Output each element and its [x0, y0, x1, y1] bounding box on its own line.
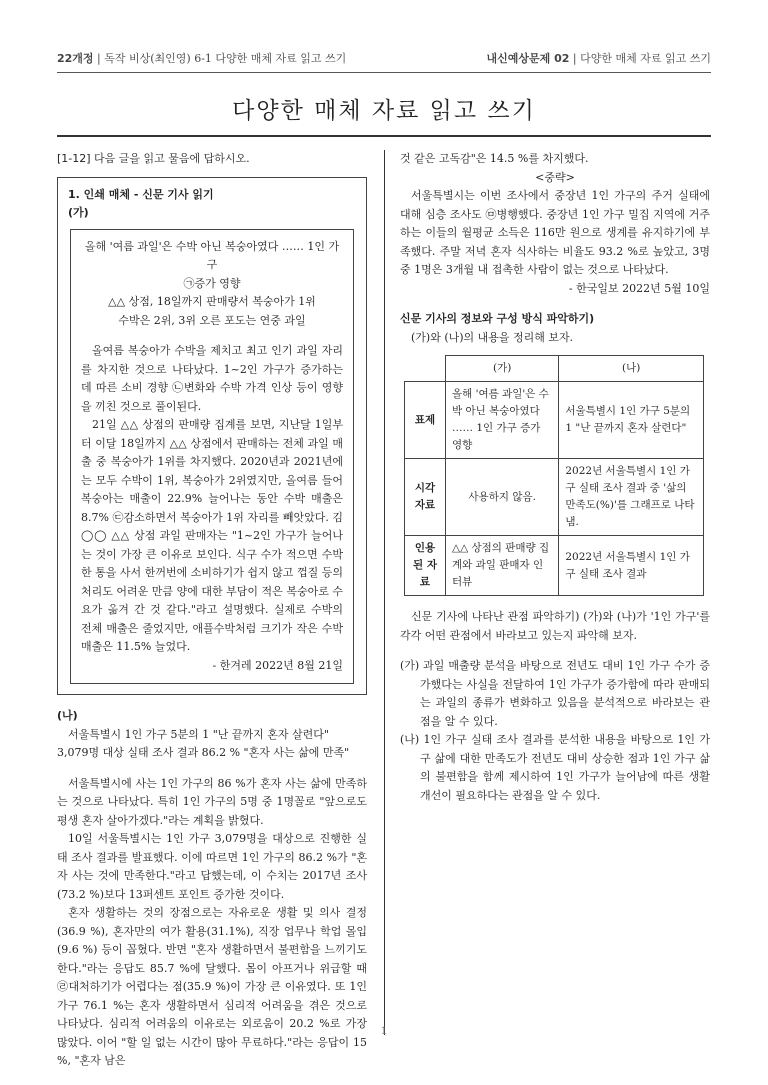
header-divider — [57, 72, 711, 73]
page-header — [57, 50, 711, 70]
subheadline-line: 수박은 2위, 3위 오른 포도는 연중 과일 — [118, 313, 306, 327]
analysis-sub: (가)와 (나)의 내용을 정리해 보자. — [411, 330, 574, 344]
comparison-table — [404, 355, 704, 596]
article-paragraph: 서울특별시에 사는 1인 가구의 86 %가 혼자 사는 삶에 만족하는 것으로 나타났다. 특히 1인 가구의 5명 중 1명꼴로 "앞으로도 평생 혼자 살아가겠다."라는 계획을 밝혔다. — [57, 776, 367, 827]
section-title: 1. 인쇄 매체 - 신문 기사 읽기 — [68, 187, 214, 201]
headline-line: ㉠증가 영향 — [183, 276, 241, 290]
ga-label: (가) — [68, 206, 89, 219]
article-paragraph: 서울특별시는 이번 조사에서 중장년 1인 가구의 주거 실태에 대해 심층 조사도 ㉤병행했다. 중장년 1인 가구 밀집 지역에 거주하는 이들의 월평균 소득은 116만 원으로 생계를 유지하기에 부족했다. 주말 저녁 혼자 식사하는 비율도 93.2 %로 높았고, 3명 중 1명은 3개월 내 접촉한 사람이 없는 것으로 나타났다. — [400, 189, 710, 276]
headline-line: 올해 '여름 과일'은 수박 아닌 복숭아였다 …… 1인 가구 — [84, 239, 340, 271]
page-title: 다양한 매체 자료 읽고 쓰기 — [232, 98, 536, 124]
article-paragraph: 21일 △△ 상점의 판매량 집계를 보면, 지난달 1일부터 이달 18일까지 △△ 상점에서 판매하는 전체 과일 매출 중 복숭아가 1위를 차지했다. 2020년과 2021년에는 모두 수박이 1위, 복숭아가 2위였지만, 올여름 들어 복숭아는 매출이 22.9% 늘어나는 동안 수박 매출은 8.7% ㉢감소하면서 복숭아가 1위 자리를 빼앗았다. 김◯◯ △△ 상점 과일 판매자는 "1~2인 가구가 늘어나는 것이 가장 큰 이유로 보인다. 식구 수가 적으면 수박 한 통을 사서 한꺼번에 소비하기가 쉽지 않고 껍질 등의 처리도 어려운 만큼 양에 대한 부담이 적은 복숭아로 수요가 옮겨 간 것 같다."라고 설명했다. 실제로 수박의 전체 매출은 줄었지만, 애플수박처럼 크기가 작은 수박 매출은 11.5% 늘었다. — [81, 418, 343, 653]
analysis-paragraph: 신문 기사에 나타난 관점 파악하기) (가)와 (나)가 '1인 가구'를 각각 어떤 관점에서 바라보고 있는지 파악해 보자. — [400, 610, 710, 642]
table-cell: 올해 '여름 과일'은 수박 아닌 복숭아였다 …… 1인 가구 증가 영향 — [446, 382, 559, 459]
na-headline: 서울특별시 1인 가구 5분의 1 "난 끝까지 혼자 살련다" — [68, 727, 329, 741]
omission-mark: <중략> — [535, 170, 575, 184]
na-subheadline: 3,079명 대상 실태 조사 결과 86.2 % "혼자 사는 삶에 만족" — [57, 746, 350, 759]
table-row — [405, 382, 704, 459]
analysis-item-na: (나) 1인 가구 실태 조사 결과를 분석한 내용을 바탕으로 1인 가구 삶에 대한 만족도가 전년도 대비 상승한 점과 1인 가구 삶의 불편함을 함께 제시하여 1인 가구가 늘어남에 따른 생활 개선이 필요하다는 관점을 알 수 있다. — [400, 733, 710, 802]
table-header-row — [405, 356, 704, 382]
table-row-head: 시각 자료 — [405, 459, 446, 536]
table-row-head: 표제 — [405, 382, 446, 459]
table-row — [405, 459, 704, 536]
article-source: - 한겨레 2022년 8월 21일 — [212, 658, 343, 672]
header-right: 내신예상문제 02 | 다양한 매체 자료 읽고 쓰기 — [486, 52, 711, 65]
table-cell: △△ 상점의 판매량 집계와 과일 판매자 인터뷰 — [446, 536, 559, 596]
instruction: [1-12] 다음 글을 읽고 물음에 답하시오. — [57, 152, 250, 165]
analysis-title: 신문 기사의 정보와 구성 방식 파악하기) — [400, 312, 595, 325]
article-ga-box — [70, 229, 354, 685]
table-cell: 2022년 서울특별시 1인 가구 실태 조사 결과 — [559, 536, 704, 596]
page-number: 1 — [380, 1026, 388, 1037]
table-row-head: 인용된 자료 — [405, 536, 446, 596]
section-newspaper — [57, 177, 367, 696]
table-col-header: (가) — [446, 356, 559, 382]
article-paragraph: 올여름 복숭아가 수박을 제치고 최고 인기 과일 자리를 차지한 것으로 나타났다. 1~2인 가구가 증가하는 데 따른 소비 경향 ㉡변화와 수박 가격 인상 등이 영향을 끼친 것으로 풀이된다. — [81, 344, 343, 413]
article-paragraph: 것 같은 고독감"은 14.5 %를 차지했다. — [400, 152, 589, 165]
title-divider — [57, 135, 711, 137]
table-cell: 서울특별시 1인 가구 5분의 1 "난 끝까지 혼자 살련다" — [559, 382, 704, 459]
subheadline-line: △△ 상점, 18일까지 판매량서 복숭아가 1위 — [108, 295, 316, 308]
table-row — [405, 536, 704, 596]
table-cell: 2022년 서울특별시 1인 가구 실태 조사 결과 중 '삶의 만족도(%)'를 그래프로 나타냄. — [559, 459, 704, 536]
table-col-header: (나) — [559, 356, 704, 382]
analysis-item-ga: (가) 과일 매출량 분석을 바탕으로 전년도 대비 1인 가구 수가 증가했다는 사실을 전달하여 1인 가구가 증가함에 따라 판매되는 과일의 종류가 변화하고 있음을 분석적으로 바라보는 관점을 알 수 있다. — [400, 659, 710, 728]
table-cell: 사용하지 않음. — [446, 459, 559, 536]
na-label: (나) — [57, 709, 78, 722]
header-left: 22개정 | 독작 비상(최인영) 6-1 다양한 매체 자료 읽고 쓰기 — [57, 52, 347, 65]
right-column — [400, 150, 710, 805]
column-divider — [384, 150, 385, 1035]
article-paragraph: 혼자 생활하는 것의 장점으로는 자유로운 생활 및 의사 결정(36.9 %), 혼자만의 여가 활용(31.1%), 직장 업무나 학업 몰입(9.6 %) 등이 꼽혔다. 반면 "혼자 생활하면서 불편함을 느끼기도 한다."라는 응답도 85.7 %에 달했다. 몸이 아프거나 위급할 때 ㉣대처하기가 어렵다는 점(35.9 %)이 가장 큰 이유였다. 또 1인 가구 76.1 %는 혼자 생활하면서 심리적 어려움을 겪은 것으로 나타났다. 심리적 어려움의 이유로는 외로움이 20.2 %로 가장 많았다. 이어 "할 일 없는 시간이 많아 무료하다."라는 응답이 15 %, "혼자 남은 — [57, 906, 367, 1067]
article-paragraph: 10일 서울특별시는 1인 가구 3,079명을 대상으로 진행한 실태 조사 결과를 발표했다. 이에 따르면 1인 가구의 86.2 %가 "혼자 사는 것에 만족한다."라고 답했는데, 이 수치는 2017년 조사(73.2 %)보다 13퍼센트 포인트 증가한 것이다. — [57, 832, 367, 901]
article-source: - 한국일보 2022년 5월 10일 — [568, 281, 710, 295]
left-column — [57, 150, 367, 1071]
